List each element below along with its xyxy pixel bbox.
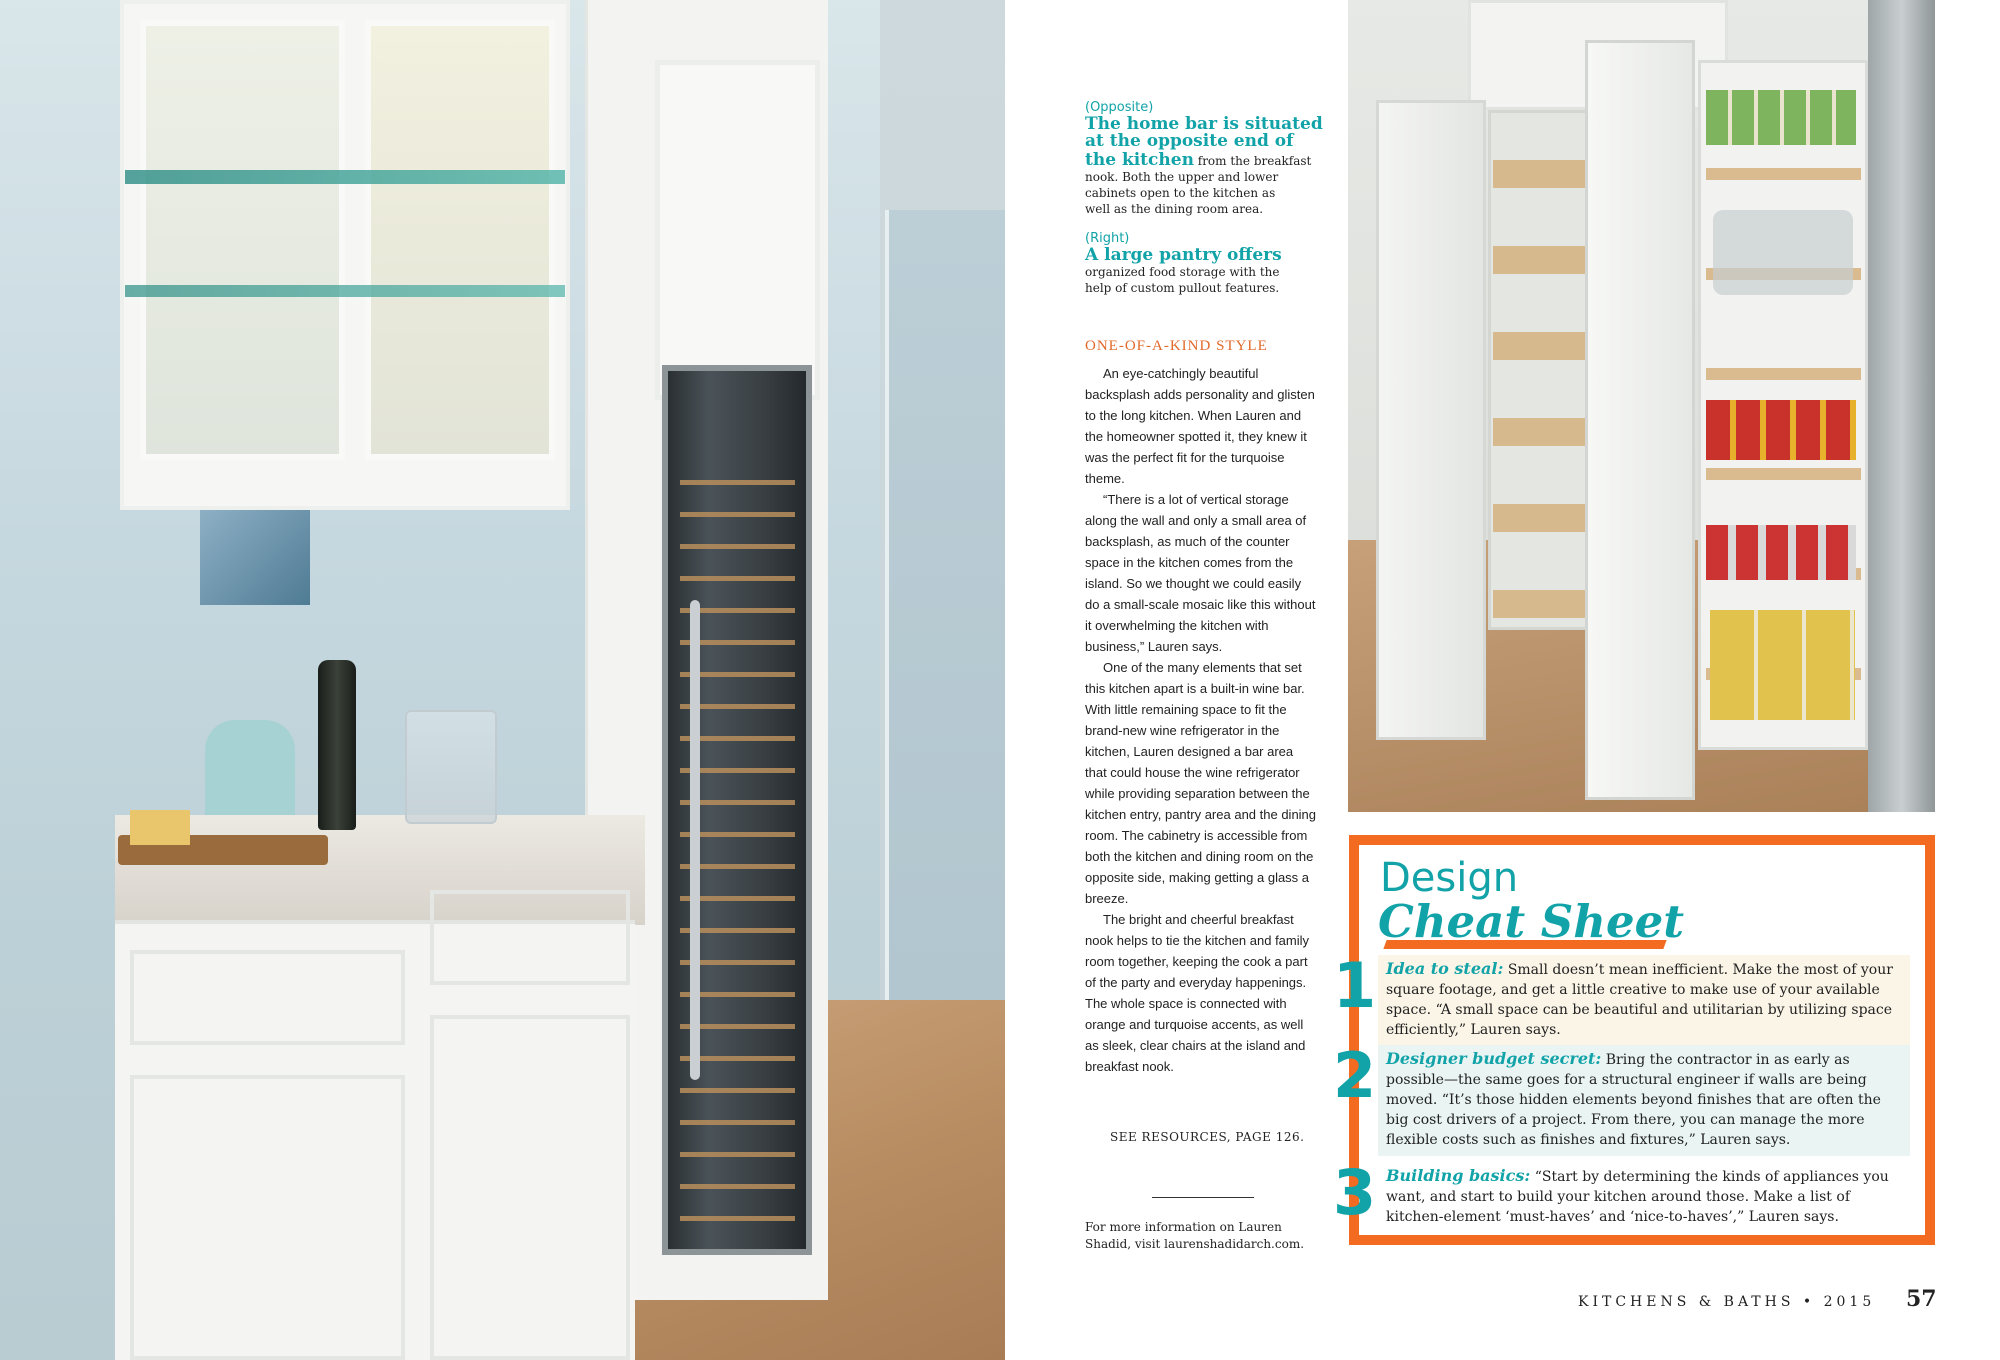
page-number: 57 bbox=[1906, 1286, 1937, 1312]
photo-wall-art bbox=[200, 505, 310, 605]
caption-right bbox=[1085, 231, 1325, 296]
caption-headline: at the opposite end of bbox=[1085, 131, 1294, 151]
photo-upper-right-cabinet bbox=[655, 60, 820, 400]
resources-note: SEE RESOURCES, PAGE 126. bbox=[1110, 1130, 1305, 1144]
tip-box bbox=[1378, 955, 1910, 1046]
photo-steel-fridge bbox=[1868, 0, 1935, 812]
photo-glass-door-left bbox=[140, 20, 345, 460]
cheat-sheet-subtitle: Cheat Sheet bbox=[1378, 895, 1685, 948]
article-paragraph: An eye-catchingly beautiful backsplash adds personality and glisten to the long kitchen. When Lauren and the homeowner spotted it, they knew it was the perfect fit for the turquoise theme. bbox=[1085, 366, 1315, 486]
article-paragraph: “There is a lot of vertical storage along the wall and only a small area of backsplash, as much of the counter space in the kitchen comes from the island. So we thought we could easily do a small-scale mosaic like this without it overwhelming the kitchen with business,” Lauren says. bbox=[1085, 492, 1316, 654]
tip-label: Idea to steal: bbox=[1386, 959, 1504, 978]
photo-cheese bbox=[130, 810, 190, 845]
caption-body: help of custom pullout features. bbox=[1085, 281, 1280, 295]
more-info-line: For more information on Lauren bbox=[1085, 1220, 1282, 1234]
cheat-tip bbox=[1333, 949, 1910, 1046]
caption-opposite bbox=[1085, 100, 1325, 217]
caption-headline: The home bar is situated bbox=[1085, 114, 1323, 134]
tip-number: 3 bbox=[1333, 1156, 1377, 1229]
caption-body: nook. Both the upper and lower bbox=[1085, 170, 1279, 184]
caption-body: cabinets open to the kitchen as bbox=[1085, 186, 1276, 200]
caption-headline: A large pantry offers bbox=[1085, 245, 1282, 265]
photo-pantry-door bbox=[1585, 40, 1695, 800]
tip-text: “Start by determining the kinds of appliances you want, and start to build your kitchen around those. Make a list of kitchen-element ‘must-haves’ and ‘nice-to-haves’,” Lauren says. bbox=[1386, 1169, 1889, 1225]
photo-canned-goods bbox=[1706, 525, 1856, 580]
photo-cabinet-door bbox=[130, 1075, 405, 1360]
photo-fridge-handle bbox=[690, 600, 700, 1080]
cheat-tip bbox=[1333, 1156, 1910, 1233]
caption-tag: (Right) bbox=[1085, 231, 1130, 246]
article-paragraph: The bright and cheerful breakfast nook helps to tie the kitchen and family room together, keeping the cook a part of the party and everyday happenings. The whole space is connected with orange and turquoise accents, as well as sleek, clear chairs at the island and breakfast nook. bbox=[1085, 912, 1310, 1074]
tip-text: Bring the contractor in as early as possible—the same goes for a structural engineer if walls are being moved. “It’s those hidden elements beyond finishes that are often the big cost drivers of a project. From there, you can manage the more flexible costs such as finishes and fixtures,” Lauren says. bbox=[1386, 1052, 1881, 1148]
tip-number: 2 bbox=[1333, 1039, 1377, 1112]
photo-drawer bbox=[130, 950, 405, 1045]
more-info-note bbox=[1085, 1219, 1320, 1253]
cheat-sheet-title: Design bbox=[1380, 855, 1519, 901]
photo-glass-shelf bbox=[125, 170, 565, 184]
photo-glass-shelf bbox=[125, 285, 565, 297]
tip-box bbox=[1378, 1045, 1910, 1156]
tip-label: Building basics: bbox=[1386, 1166, 1531, 1185]
tip-box bbox=[1378, 1162, 1910, 1233]
photo-glass-jars bbox=[1713, 210, 1853, 295]
photo-canned-goods bbox=[1706, 400, 1856, 460]
photo-cork-jar bbox=[405, 710, 497, 824]
caption-body: organized food storage with the bbox=[1085, 265, 1280, 279]
photo-glass-door-right bbox=[365, 20, 555, 460]
tip-label: Designer budget secret: bbox=[1386, 1049, 1602, 1068]
tip-number: 1 bbox=[1333, 949, 1377, 1022]
footer-publication: KITCHENS & BATHS • 2015 bbox=[1578, 1294, 1876, 1310]
photo-pantry-door bbox=[1376, 100, 1486, 740]
photo-chair bbox=[205, 720, 295, 830]
caption-tag: (Opposite) bbox=[1085, 100, 1154, 115]
photo-canned-goods bbox=[1706, 90, 1856, 145]
photo-stock-boxes bbox=[1710, 610, 1855, 720]
photo-cabinet-door bbox=[430, 1015, 630, 1360]
photo-wine-bottle bbox=[318, 660, 356, 830]
caption-headline: the kitchen bbox=[1085, 150, 1194, 170]
tip-text: Small doesn’t mean inefficient. Make the most of your square footage, and get a little creative to make use of your available space. “A small space can be beautiful and utilitarian by utilizing space efficiently,” Lauren says. bbox=[1386, 962, 1893, 1038]
photo-pantry bbox=[1348, 0, 1935, 812]
cheat-tip bbox=[1333, 1039, 1910, 1156]
caption-line bbox=[1085, 150, 1325, 169]
article-body bbox=[1085, 338, 1317, 1077]
photo-drawer bbox=[430, 890, 630, 985]
section-heading: ONE-OF-A-KIND STYLE bbox=[1085, 338, 1268, 354]
article-paragraph: One of the many elements that set this kitchen apart is a built-in wine bar. With little remaining space to fit the brand-new wine refrigerator in the kitchen, Lauren designed a bar area that could house the wine refrigerator while providing separation between the kitchen entry, pantry area and the dining room. The cabinetry is accessible from both the kitchen and dining room on the opposite side, making getting a glass a breeze. bbox=[1085, 660, 1317, 906]
caption-body: from the breakfast bbox=[1193, 154, 1312, 168]
photo-doorway bbox=[885, 210, 1005, 1010]
divider-rule bbox=[1152, 1197, 1254, 1198]
more-info-line: Shadid, visit laurenshadidarch.com. bbox=[1085, 1237, 1305, 1251]
caption-body: well as the dining room area. bbox=[1085, 202, 1264, 216]
photo-captions bbox=[1085, 100, 1325, 310]
